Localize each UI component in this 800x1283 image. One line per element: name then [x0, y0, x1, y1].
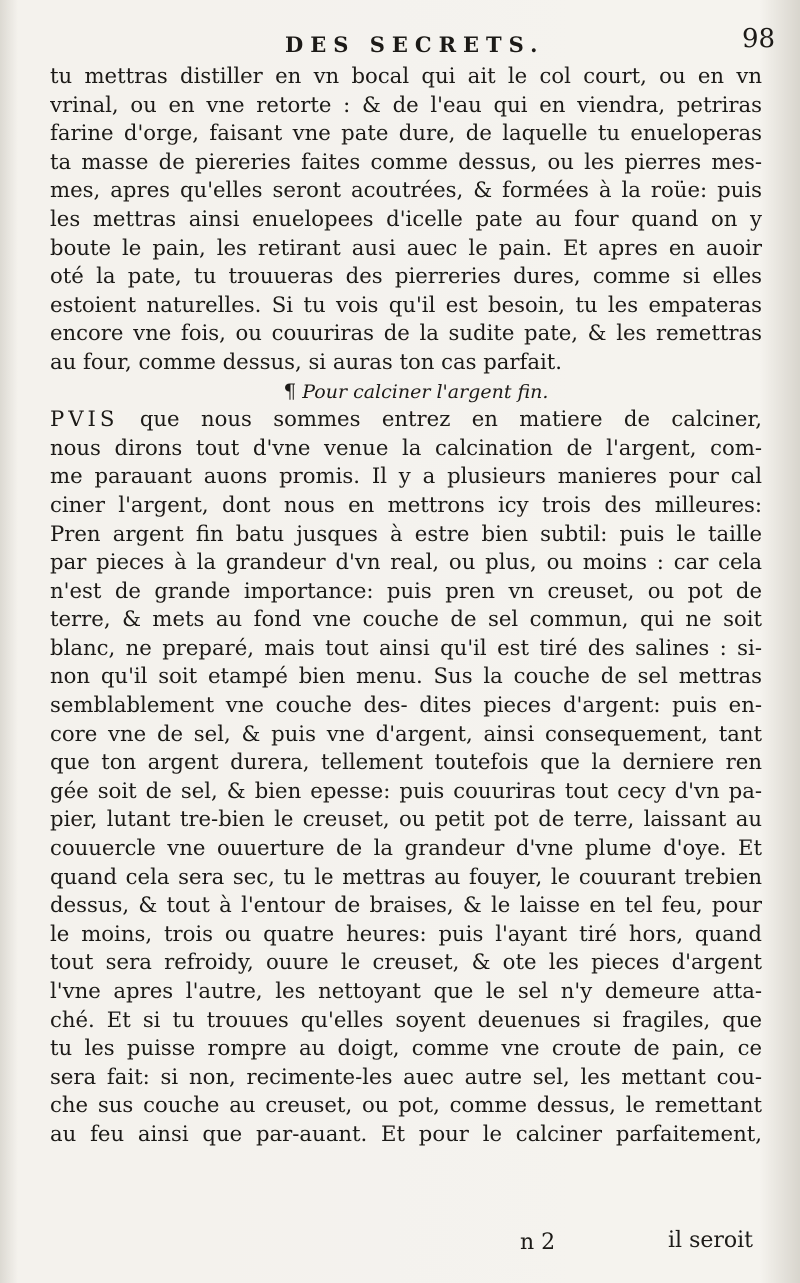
text-line: oté la pate, tu trouueras des pierreries dures, comme si elles: [50, 263, 762, 289]
text-line-first: [50, 405, 762, 434]
text-line: l'vne apres l'autre, les nettoyant que le sel n'y demeure atta-: [50, 978, 762, 1003]
text-line: non qu'il soit etampé bien menu. Sus la couche de sel mettras: [50, 663, 762, 689]
text-line: par pieces à la grandeur d'vn real, ou plus, ou moins : car cela: [50, 549, 762, 575]
page-number: 98: [742, 24, 776, 54]
text-line: mes, apres qu'elles seront acoutrées, & formées à la roüe: puis: [50, 177, 762, 203]
text-line: sera fait: si non, recimente-les auec autre sel, les mettant cou-: [50, 1063, 762, 1089]
text-line: n'est de grande importance: puis pren vn creuset, ou pot de: [50, 577, 762, 603]
initial-word: PVIS: [50, 406, 119, 432]
section-title: Pour calciner l'argent fin.: [302, 380, 549, 403]
text-line: nous dirons tout d'vne venue la calcination de l'argent, com-: [50, 434, 762, 460]
pilcrow-mark: ¶: [283, 378, 297, 403]
text-line: terre, & mets au fond vne couche de sel commun, qui ne soit: [50, 606, 762, 632]
text-line: ciner l'argent, dont nous en mettrons icy trois des milleures:: [50, 491, 762, 517]
page-footer: [0, 1226, 800, 1266]
text-line: che sus couche au creuset, ou pot, comme dessus, le remettant: [50, 1092, 762, 1118]
text-line: le moins, trois ou quatre heures: puis l'ayant tiré hors, quand: [50, 920, 762, 946]
text-line: pier, lutant tre-bien le creuset, ou petit pot de terre, laissant au: [50, 806, 762, 832]
text-line: couuercle vne ouuerture de la grandeur d'vne plume d'oye. Et: [50, 835, 762, 861]
text-line: au four, comme dessus, si auras ton cas parfait.: [50, 348, 563, 374]
text-line: tu mettras distiller en vn bocal qui ait le col court, ou en vn: [50, 63, 762, 88]
text-line: blanc, ne preparé, mais tout ainsi qu'il est tiré des salines : si-: [50, 634, 762, 660]
text-line: boute le pain, les retirant ausi auec le pain. Et apres en auoir: [50, 234, 762, 260]
text-line: ta masse de piereries faites comme dessus, ou les pierres mes-: [50, 148, 762, 174]
catchword: il seroit: [668, 1228, 754, 1253]
text-line: farine d'orge, faisant vne pate dure, de laquelle tu enueloperas: [50, 120, 762, 146]
page-header: [0, 24, 800, 62]
first-line-rest: que nous sommes entrez en matiere de calciner,: [118, 406, 762, 432]
text-line: vrinal, ou en vne retorte : & de l'eau qui en viendra, petriras: [50, 91, 762, 117]
text-line: gée soit de sel, & bien epesse: puis couuriras tout cecy d'vn pa-: [50, 777, 762, 803]
text-line: encore vne fois, ou couuriras de la sudite pate, & les remettras: [50, 320, 762, 346]
text-line: tu les puisse rompre au doigt, comme vne croute de pain, ce: [50, 1035, 762, 1061]
signature-mark: n 2: [520, 1230, 556, 1255]
text-line: Pren argent fin batu jusques à estre bien subtil: puis le taille: [50, 520, 762, 546]
text-line: ché. Et si tu trouues qu'elles soyent deuenues si fragiles, que: [50, 1006, 762, 1032]
text-line: core vne de sel, & puis vne d'argent, ainsi consequement, tant: [50, 720, 762, 746]
text-line: au feu ainsi que par-auant. Et pour le calciner parfaitement,: [50, 1120, 762, 1146]
text-line: que ton argent durera, tellement toutefois que la derniere ren: [50, 749, 762, 775]
text-line: me parauant auons promis. Il y a plusieurs manieres pour cal: [50, 463, 762, 489]
text-line: estoient naturelles. Si tu vois qu'il est besoin, tu les empateras: [50, 291, 762, 317]
text-line: semblablement vne couche des- dites pieces d'argent: puis en-: [50, 692, 762, 718]
text-line: dessus, & tout à l'entour de braises, & le laisse en tel feu, pour: [50, 892, 762, 918]
text-line: quand cela sera sec, tu le mettras au fouyer, le couurant trebien: [50, 863, 762, 889]
body-text: [50, 62, 762, 1149]
text-line: tout sera refroidy, ouure le creuset, & ote les pieces d'argent: [50, 949, 762, 975]
section-heading: [50, 377, 762, 406]
running-head: DES SECRETS.: [285, 32, 545, 57]
text-line: les mettras ainsi enuelopees d'icelle pate au four quand on y: [50, 205, 762, 231]
